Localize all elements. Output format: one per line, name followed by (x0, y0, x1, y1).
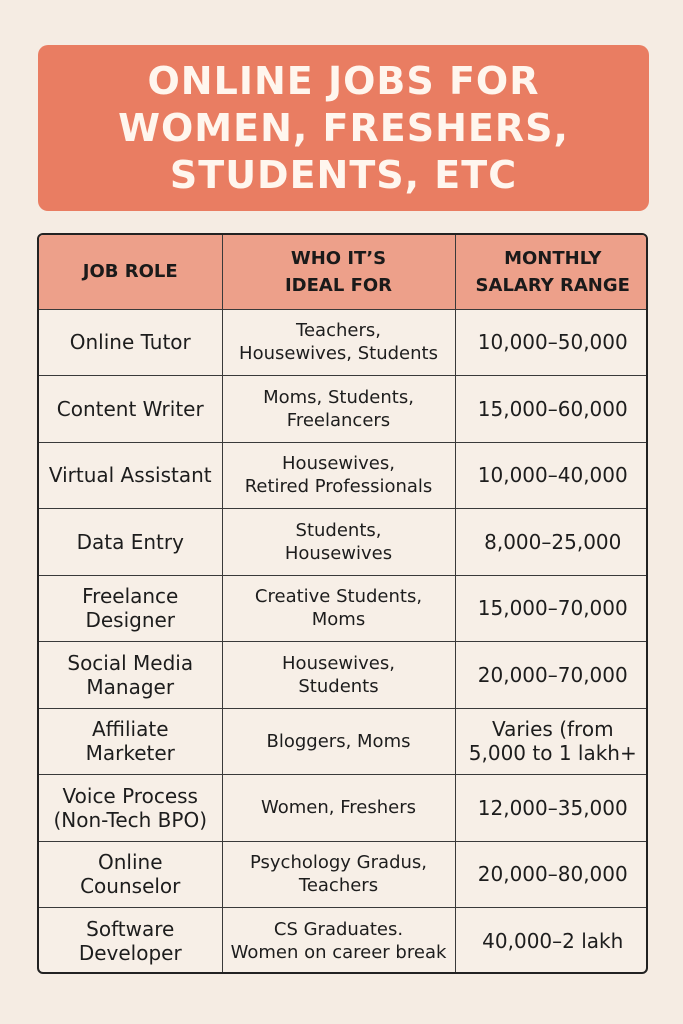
ideal-for-cell: Women, Freshers (222, 775, 455, 842)
salary-cell: Varies (from 5,000 to 1 lakh+ (455, 708, 648, 775)
salary-cell: 12,000–35,000 (455, 775, 648, 842)
job-role-cell: Online Counselor (39, 841, 222, 908)
table-row (39, 775, 648, 842)
table-row (39, 376, 648, 443)
ideal-for-cell: Housewives, Students (222, 642, 455, 709)
salary-cell: 20,000–80,000 (455, 841, 648, 908)
table-row (39, 509, 648, 576)
job-role-cell: Affiliate Marketer (39, 708, 222, 775)
salary-cell: 20,000–70,000 (455, 642, 648, 709)
ideal-for-cell: Moms, Students, Freelancers (222, 376, 455, 443)
salary-cell: 10,000–50,000 (455, 309, 648, 376)
ideal-for-cell: Housewives, Retired Professionals (222, 442, 455, 509)
table-row (39, 575, 648, 642)
table-row (39, 841, 648, 908)
job-role-cell: Data Entry (39, 509, 222, 576)
jobs-table (37, 233, 648, 974)
ideal-for-cell: CS Graduates. Women on career break (222, 908, 455, 975)
header-ideal-for: WHO IT’S IDEAL FOR (222, 235, 455, 309)
table-header-row (39, 235, 648, 309)
job-role-cell: Social Media Manager (39, 642, 222, 709)
ideal-for-cell: Students, Housewives (222, 509, 455, 576)
salary-cell: 8,000–25,000 (455, 509, 648, 576)
header-salary-range: MONTHLY SALARY RANGE (455, 235, 648, 309)
table-row (39, 442, 648, 509)
job-role-cell: Software Developer (39, 908, 222, 975)
ideal-for-cell: Creative Students, Moms (222, 575, 455, 642)
ideal-for-cell: Bloggers, Moms (222, 708, 455, 775)
salary-cell: 40,000–2 lakh (455, 908, 648, 975)
ideal-for-cell: Psychology Gradus, Teachers (222, 841, 455, 908)
job-role-cell: Freelance Designer (39, 575, 222, 642)
table-row (39, 642, 648, 709)
table-row (39, 908, 648, 975)
job-role-cell: Content Writer (39, 376, 222, 443)
header-job-role: JOB ROLE (39, 235, 222, 309)
job-role-cell: Online Tutor (39, 309, 222, 376)
salary-cell: 10,000–40,000 (455, 442, 648, 509)
title-banner (38, 45, 649, 211)
table-row (39, 309, 648, 376)
ideal-for-cell: Teachers, Housewives, Students (222, 309, 455, 376)
table-row (39, 708, 648, 775)
salary-cell: 15,000–70,000 (455, 575, 648, 642)
job-role-cell: Virtual Assistant (39, 442, 222, 509)
salary-cell: 15,000–60,000 (455, 376, 648, 443)
page-title: ONLINE JOBS FOR WOMEN, FRESHERS, STUDENTS, ETC (118, 58, 569, 197)
job-role-cell: Voice Process (Non-Tech BPO) (39, 775, 222, 842)
